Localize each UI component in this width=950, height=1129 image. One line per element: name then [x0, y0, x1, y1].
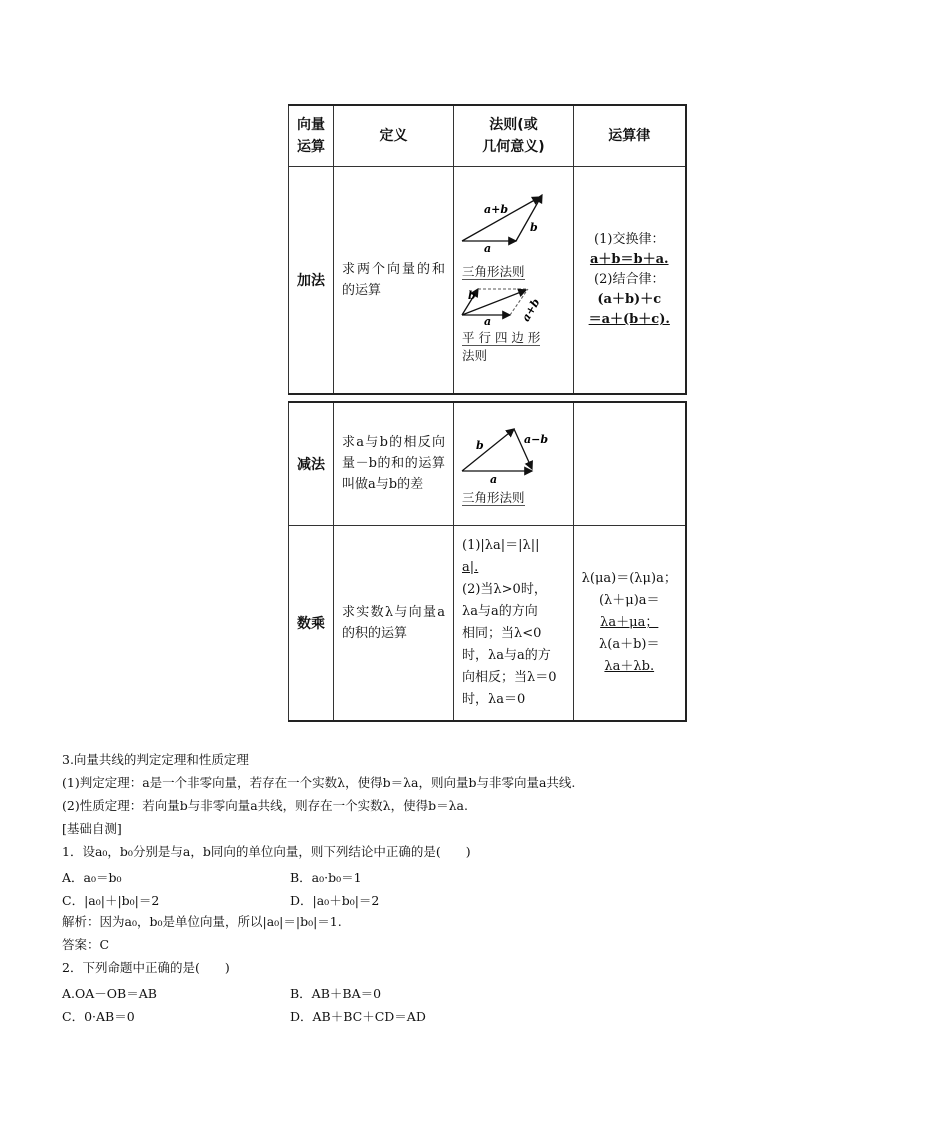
rule-mul-5: 相同；当λ<0 — [462, 625, 542, 641]
law-add-2: a＋b＝b＋a. — [589, 251, 669, 267]
label-a-sub: a — [490, 473, 498, 485]
vector-operations-table-part2 — [288, 401, 687, 722]
op-subtraction: 减法 — [289, 402, 334, 525]
q1-option-d: D．|a₀＋b₀|＝2 — [290, 893, 380, 908]
header-law: 运算律 — [574, 105, 686, 166]
header-definition: 定义 — [334, 105, 454, 166]
label-b-sub: b — [476, 439, 484, 452]
rule-scalar-multiplication — [454, 525, 574, 721]
law-scalar-multiplication — [574, 525, 686, 721]
law-add-1: (1)交换律： — [594, 231, 665, 247]
law-add-4: (a＋b)＋c — [597, 291, 662, 307]
rule-mul-4: λa与a的方向 — [462, 603, 538, 619]
q2-option-a: A.OA－OB＝AB — [62, 986, 157, 1001]
label-a: a — [484, 241, 492, 255]
law-add-3: (2)结合律： — [594, 271, 665, 287]
q2-option-d: D．AB＋BC＋CD＝AD — [290, 1009, 426, 1024]
q2-stem: 2．下列命题中正确的是( ) — [62, 960, 230, 975]
label-a-minus-b: a−b — [524, 433, 549, 446]
q1-option-a: A．a₀＝b₀ — [62, 870, 122, 885]
q1-analysis: 解析：因为a₀，b₀是单位向量，所以|a₀|＝|b₀|＝1. — [62, 914, 342, 929]
def-scalar-multiplication: 求实数λ与向量a的积的运算 — [334, 525, 454, 721]
law-mul-1: λ(μa)＝(λμ)a； — [581, 570, 677, 586]
def-subtraction: 求a与b的相反向量－b的和的运算叫做a与b的差 — [334, 402, 454, 525]
vector-operations-table-part1 — [288, 104, 687, 395]
law-mul-5: λa＋λb. — [604, 658, 655, 674]
parallelogram-rule-label: 平 行 四 边 形 法则 — [462, 329, 541, 363]
self-test-label: [基础自测] — [62, 821, 122, 836]
law-mul-4: λ(a＋b)＝ — [599, 636, 660, 652]
q2-option-c: C．0·AB＝0 — [62, 1009, 135, 1024]
q1-stem: 1．设a₀，b₀分别是与a，b同向的单位向量，则下列结论中正确的是( ) — [62, 844, 471, 859]
law-add-5: ＝a＋(b＋c). — [588, 311, 670, 327]
rule-mul-7: 向相反；当λ＝0 — [462, 669, 557, 685]
q2-option-b: B．AB＋BA＝0 — [290, 986, 382, 1001]
law-mul-3: λa＋μa； — [600, 614, 659, 630]
header-rule-line1: 法则(或 — [489, 116, 538, 133]
op-addition: 加法 — [289, 166, 334, 394]
parallelogram-rule-diagram — [454, 281, 572, 325]
triangle-rule-diagram — [454, 189, 572, 259]
header-operation-line2: 运算 — [297, 138, 325, 155]
label-a-parallelogram: a — [484, 314, 492, 325]
q1-option-b: B．a₀·b₀＝1 — [290, 870, 362, 885]
label-b-parallelogram: b — [468, 288, 476, 302]
header-operation — [289, 105, 334, 166]
label-a-plus-b: a+b — [484, 202, 509, 216]
header-rule — [454, 105, 574, 166]
triangle-rule-label: 三角形法则 — [462, 263, 525, 279]
q1-answer: 答案：C — [62, 937, 110, 952]
law-subtraction-empty — [574, 402, 686, 525]
rule-mul-3: (2)当λ>0时， — [462, 581, 547, 597]
subtraction-triangle-label: 三角形法则 — [462, 490, 525, 505]
law-addition — [574, 166, 686, 394]
rule-mul-2: a|. — [462, 559, 479, 575]
section3-title: 3.向量共线的判定定理和性质定理 — [62, 752, 249, 767]
rule-addition — [454, 166, 574, 394]
header-rule-line2: 几何意义) — [482, 138, 545, 155]
label-a-plus-b-parallelogram: a+b — [519, 295, 543, 324]
subtraction-diagram — [454, 423, 572, 485]
op-scalar-multiplication: 数乘 — [289, 525, 334, 721]
rule-mul-6: 时，λa与a的方 — [462, 647, 551, 663]
section3-judgment-theorem: (1)判定定理：a是一个非零向量，若存在一个实数λ，使得b＝λa，则向量b与非零向量a共线. — [62, 775, 576, 790]
label-b: b — [530, 220, 538, 234]
q1-option-c: C．|a₀|＋|b₀|＝2 — [62, 893, 160, 908]
def-addition: 求两个向量的和的运算 — [334, 166, 454, 394]
rule-mul-8: 时，λa＝0 — [462, 691, 526, 707]
header-operation-line1: 向量 — [297, 116, 325, 133]
rule-subtraction — [454, 402, 574, 525]
rule-mul-1: (1)|λa|＝|λ|| — [462, 537, 540, 553]
law-mul-2: (λ＋μ)a＝ — [598, 592, 660, 608]
section3-property-theorem: (2)性质定理：若向量b与非零向量a共线，则存在一个实数λ，使得b＝λa. — [62, 798, 468, 813]
